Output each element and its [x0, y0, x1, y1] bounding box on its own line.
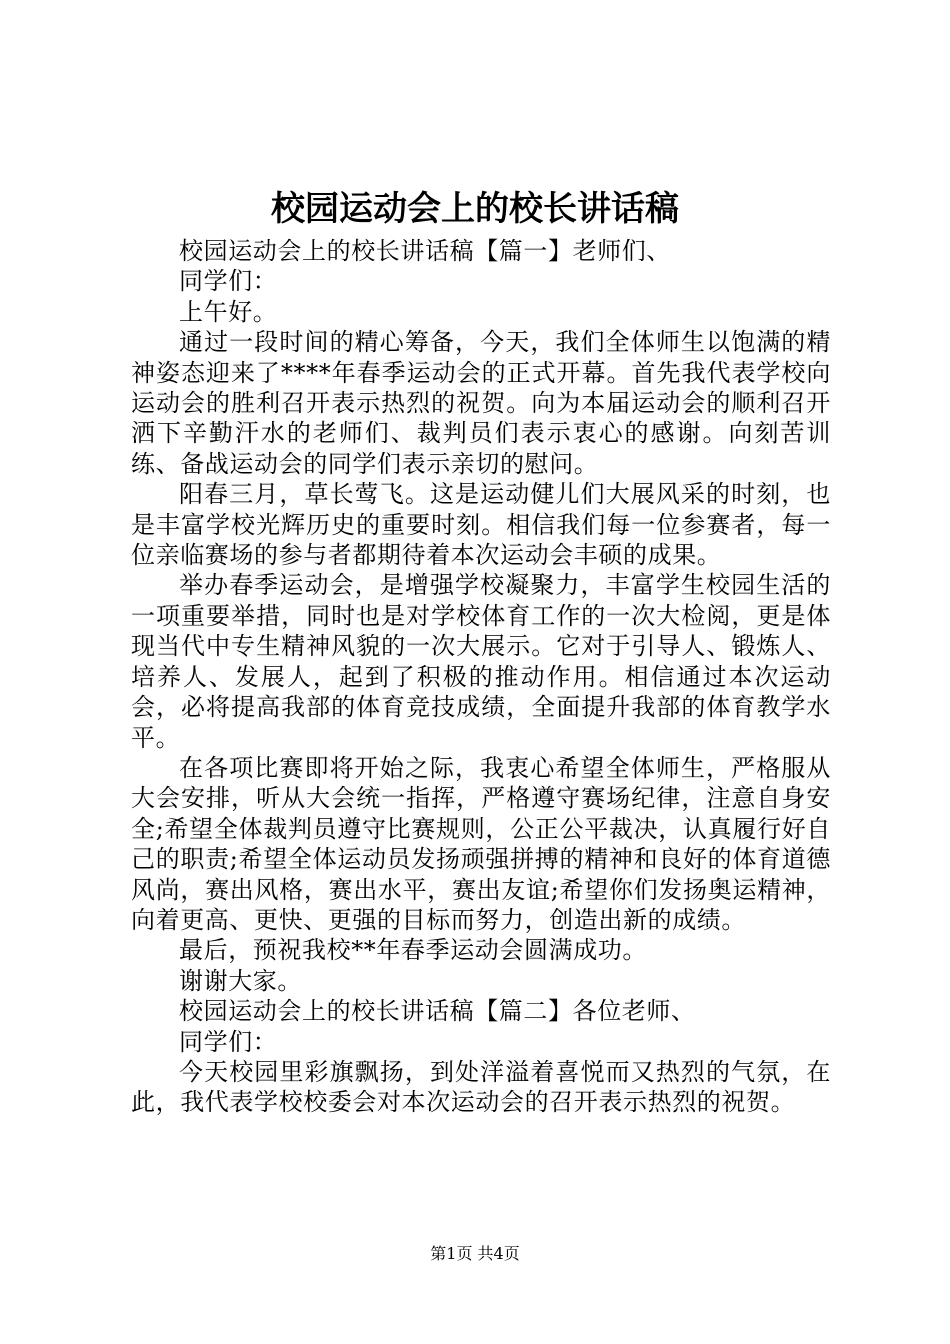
- paragraph-9: 谢谢大家。: [179, 966, 302, 995]
- paragraph-1: 校园运动会上的校长讲话稿【篇一】老师们、: [179, 237, 671, 265]
- paragraph-8: 最后，预祝我校**年春季运动会圆满成功。: [179, 936, 647, 965]
- paragraph-4: 通过一段时间的精心筹备，今天，我们全体师生以饱满的精神姿态迎来了****年春季运动会的正式开幕。首先我代表学校向运动会的胜利召开表示热烈的祝贺。向为本届运动会的顺利召开洒下辛勤汗水的老师们、裁判员们表示衷心的感谢。向刻苦训练、备战运动会的同学们表示亲切的慰问。: [131, 328, 831, 478]
- paragraph-6: 举办春季运动会，是增强学校凝聚力，丰富学生校园生活的一项重要举措，同时也是对学校体育工作的一次大检阅，更是体现当代中专生精神风貌的一次大展示。它对于引导人、锻炼人、培养人、发展人，起到了积极的推动作用。相信通过本次运动会，必将提高我部的体育竞技成绩，全面提升我部的体育教学水平。: [131, 571, 831, 752]
- paragraph-7: 在各项比赛即将开始之际，我衷心希望全体师生，严格服从大会安排，听从大会统一指挥，严格遵守赛场纪律，注意自身安全;希望全体裁判员遵守比赛规则，公正公平裁决，认真履行好自己的职责;希望全体运动员发扬顽强拼搏的精神和良好的体育道德风尚，赛出风格，赛出水平，赛出友谊;希望你们发扬奥运精神，向着更高、更快、更强的目标而努力，创造出新的成绩。: [131, 753, 831, 934]
- paragraph-11: 同学们：: [179, 1027, 278, 1056]
- document-title: 校园运动会上的校长讲话稿: [271, 189, 679, 229]
- paragraph-12: 今天校园里彩旗飘扬，到处洋溢着喜悦而又热烈的气氛，在此，我代表学校校委会对本次运动会的召开表示热烈的祝贺。: [131, 1057, 831, 1117]
- document-body: [131, 236, 831, 1118]
- paragraph-3: 上午好。: [179, 297, 278, 326]
- paragraph-10: 校园运动会上的校长讲话稿【篇二】各位老师、: [179, 997, 696, 1026]
- page-footer: 第1页 共4页: [430, 1244, 520, 1263]
- paragraph-5: 阳春三月，草长莺飞。这是运动健儿们大展风采的时刻，也是丰富学校光辉历史的重要时刻。相信我们每一位参赛者，每一位亲临赛场的参与者都期待着本次运动会丰硕的成果。: [131, 480, 831, 570]
- paragraph-2: 同学们：: [179, 267, 278, 296]
